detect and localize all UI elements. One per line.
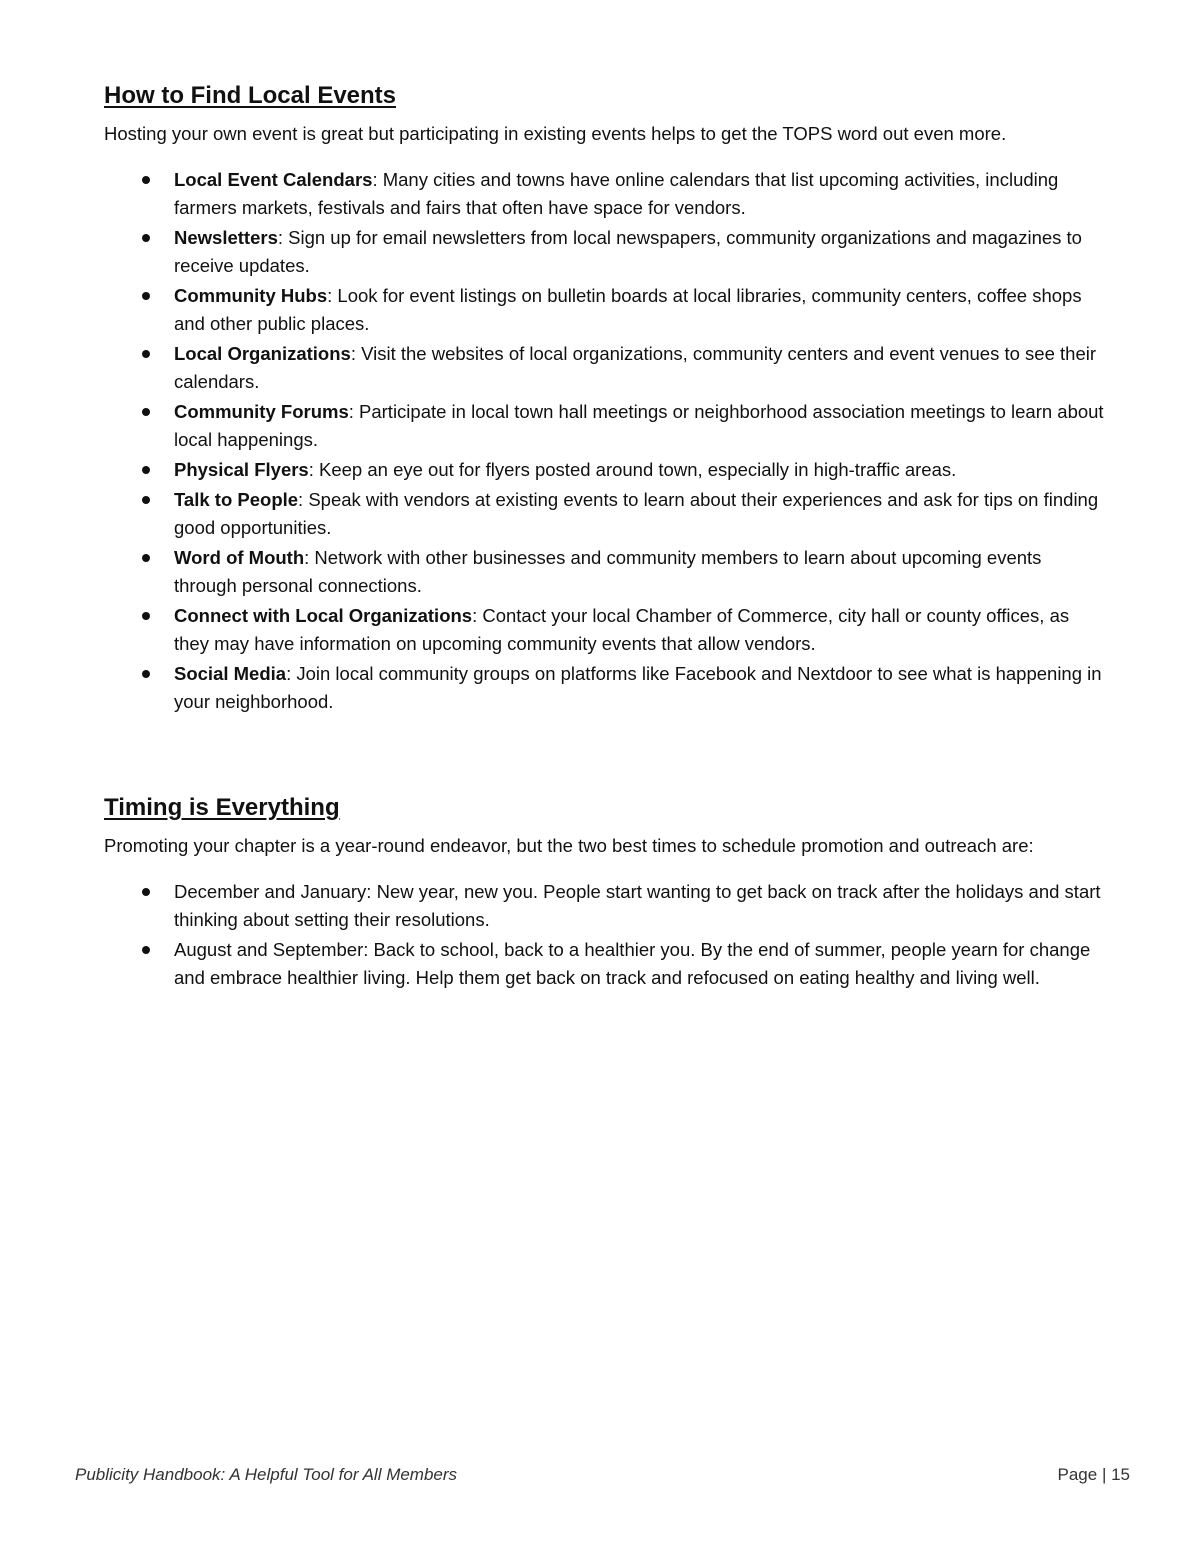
list-item — [104, 544, 1104, 600]
bullet-icon — [142, 466, 150, 474]
item-text: : Join local community groups on platforms like Facebook and Nextdoor to see what is happening in your neighborhood. — [174, 663, 1102, 712]
section-intro: Hosting your own event is great but participating in existing events helps to get the TOPS word out even more. — [104, 123, 1007, 144]
item-text: : Visit the websites of local organizations, community centers and event venues to see their calendars. — [174, 343, 1097, 392]
item-text: : Sign up for email newsletters from local newspapers, community organizations and magazines to receive updates. — [174, 227, 1082, 276]
item-term: Community Hubs — [174, 285, 328, 306]
item-term: Social Media — [174, 663, 287, 684]
item-text: : Contact your local Chamber of Commerce, city hall or county offices, as they may have information on upcoming community events that allow vendors. — [174, 605, 1070, 654]
list-item — [104, 878, 1104, 934]
item-text: : Network with other businesses and community members to learn about upcoming events through personal connections. — [174, 547, 1042, 596]
bullet-icon — [142, 670, 150, 678]
section-timing — [104, 792, 1104, 994]
section-find-local-events — [104, 80, 1104, 718]
item-term: Physical Flyers — [174, 459, 309, 480]
list-item — [104, 340, 1104, 396]
bullet-icon — [142, 612, 150, 620]
bullet-icon — [142, 496, 150, 504]
item-term: Community Forums — [174, 401, 349, 422]
bullet-icon — [142, 888, 150, 896]
event-sources-list — [104, 166, 1104, 716]
item-text: : Participate in local town hall meetings or neighborhood association meetings to learn about local happenings. — [174, 401, 1104, 450]
item-term: Local Event Calendars — [174, 169, 373, 190]
list-item — [104, 456, 1104, 484]
timing-list — [104, 878, 1104, 992]
item-term: Connect with Local Organizations — [174, 605, 473, 626]
bullet-icon — [142, 554, 150, 562]
item-term: Word of Mouth — [174, 547, 305, 568]
bullet-icon — [142, 292, 150, 300]
item-text: : Keep an eye out for flyers posted around town, especially in high-traffic areas. — [308, 459, 957, 480]
item-text: December and January: New year, new you. People start wanting to get back on track after the holidays and start thinking about setting their resolutions. — [174, 881, 1101, 930]
page-number: Page | 15 — [1057, 1465, 1130, 1484]
bullet-icon — [142, 408, 150, 416]
item-term: Local Organizations — [174, 343, 351, 364]
item-text: : Look for event listings on bulletin boards at local libraries, community centers, coffee shops and other public places. — [174, 285, 1082, 334]
list-item — [104, 486, 1104, 542]
bullet-icon — [142, 176, 150, 184]
list-item — [104, 282, 1104, 338]
item-term: Talk to People — [174, 489, 299, 510]
list-item — [104, 224, 1104, 280]
section-heading: How to Find Local Events — [104, 82, 397, 109]
list-item — [104, 936, 1104, 992]
list-item — [104, 398, 1104, 454]
section-intro: Promoting your chapter is a year-round endeavor, but the two best times to schedule promotion and outreach are: — [104, 835, 1034, 856]
list-item — [104, 602, 1104, 658]
section-heading: Timing is Everything — [104, 794, 340, 821]
item-term: Newsletters — [174, 227, 278, 248]
item-text: : Speak with vendors at existing events to learn about their experiences and ask for tips on finding good opportunities. — [174, 489, 1099, 538]
item-text: August and September: Back to school, back to a healthier you. By the end of summer, people yearn for change and embrace healthier living. Help them get back on track and refocused on eating healthy and living well. — [174, 939, 1091, 988]
bullet-icon — [142, 350, 150, 358]
bullet-icon — [142, 946, 150, 954]
footer-title: Publicity Handbook: A Helpful Tool for All Members — [75, 1465, 458, 1484]
list-item — [104, 660, 1104, 716]
item-text: : Many cities and towns have online calendars that list upcoming activities, including farmers markets, festivals and fairs that often have space for vendors. — [174, 169, 1059, 218]
list-item — [104, 166, 1104, 222]
bullet-icon — [142, 234, 150, 242]
